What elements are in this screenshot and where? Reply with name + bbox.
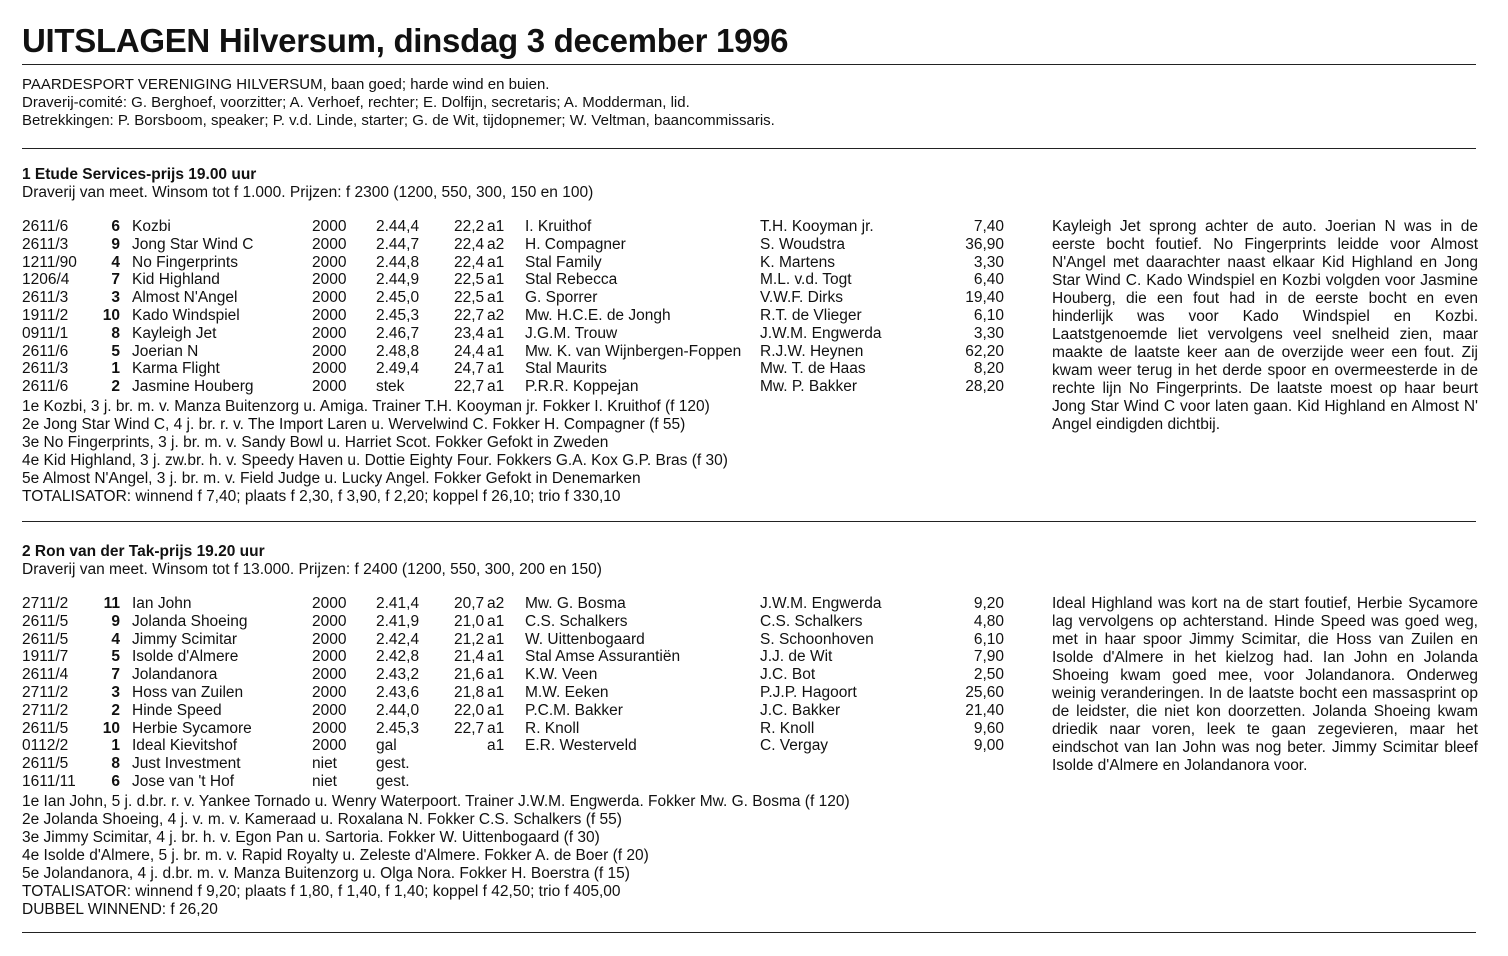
start-cell: a2 [487,235,505,253]
trainer-cell: J.W.M. Engwerda [760,324,882,342]
horse-cell: Jose van 't Hof [132,773,235,790]
odds-cell: 7,90 [973,648,1004,666]
trainer-cell: J.W.M. Engwerda [760,595,882,612]
distance-cell: 2000 [312,235,347,253]
time-cell: 2.44,0 [376,701,420,719]
time-cell: 2.45,3 [376,719,420,737]
number-cell: 2 [111,378,120,396]
number-cell: 9 [111,612,120,630]
placing-line: 1e Kozbi, 3 j. br. m. v. Manza Buitenzorg u. Amiga. Trainer T.H. Kooyman jr. Fokker I. Kruithof (f 120) [22,398,710,415]
horse-cell: Hinde Speed [132,701,222,719]
owner-cell: P.C.M. Bakker [525,701,623,719]
number-cell: 1 [111,737,120,755]
start-cell: a1 [487,701,505,719]
date-cell: 2711/2 [22,595,69,612]
number-cell: 9 [111,235,120,253]
owner-cell: P.R.R. Koppejan [525,378,639,396]
start-cell: a2 [487,307,505,324]
owner-cell: C.S. Schalkers [525,612,628,630]
number-cell: 2 [111,701,120,719]
race-section [22,166,1482,506]
start-cell: a1 [487,737,505,755]
time-cell: gest. [376,773,410,790]
reduction-cell: 21,8 [454,684,485,701]
distance-cell: 2000 [312,648,347,666]
date-cell: 2611/6 [22,378,69,396]
meeting-club-line: PAARDESPORT VERENIGING HILVERSUM, baan goed; harde wind en buien. [22,76,550,93]
start-cell: a1 [487,342,505,360]
odds-cell: 9,60 [973,719,1004,737]
race-title: 1 Etude Services-prijs 19.00 uur [22,166,257,183]
number-cell: 7 [111,666,120,684]
reduction-cell: 21,2 [454,630,485,648]
odds-cell: 9,00 [973,737,1004,755]
date-cell: 2611/3 [22,235,69,253]
number-cell: 11 [103,595,120,612]
reduction-cell: 21,6 [454,666,485,684]
time-cell: 2.44,8 [376,253,420,271]
owner-cell: Stal Amse Assurantiën [525,648,681,666]
time-cell: 2.43,2 [376,666,420,684]
odds-cell: 4,80 [973,612,1004,630]
number-cell: 10 [102,307,120,324]
horse-cell: Almost N'Angel [132,289,238,307]
reduction-cell: 21,0 [454,612,485,630]
odds-cell: 6,10 [973,307,1004,324]
odds-cell: 19,40 [965,289,1004,307]
time-cell: 2.43,6 [376,684,420,701]
odds-cell: 2,50 [973,666,1004,684]
owner-cell: Stal Rebecca [525,271,618,289]
trainer-cell: K. Martens [760,253,835,271]
start-cell: a1 [487,612,505,630]
distance-cell: 2000 [312,595,347,612]
odds-cell: 6,40 [973,271,1004,289]
start-cell: a1 [487,253,505,271]
start-cell: a2 [487,595,505,612]
date-cell: 2611/5 [22,719,69,737]
distance-cell: 2000 [312,701,347,719]
date-cell: 2611/5 [22,755,69,773]
trainer-cell: J.C. Bot [760,666,816,684]
time-cell: 2.44,9 [376,271,420,289]
number-cell: 1 [111,360,120,378]
placing-line: 5e Jolandanora, 4 j. d.br. m. v. Manza Buitenzorg u. Olga Nora. Fokker H. Boerstra (f 15) [22,865,630,882]
divider [22,64,1476,65]
placing-line: 5e Almost N'Angel, 3 j. br. m. v. Field Judge u. Lucky Angel. Fokker Gefokt in Denemarken [22,470,641,487]
placing-line: 3e No Fingerprints, 3 j. br. m. v. Sandy Bowl u. Harriet Scot. Fokker Gefokt in Zweden [22,434,609,451]
horse-cell: Jimmy Scimitar [132,630,238,648]
time-cell: stek [376,378,405,396]
placing-line: TOTALISATOR: winnend f 9,20; plaats f 1,80, f 1,40, f 1,40; koppel f 42,50; trio f 405,00 [22,883,621,900]
odds-cell: 7,40 [973,218,1004,235]
horse-cell: Kado Windspiel [132,307,240,324]
trainer-cell: M.L. v.d. Togt [760,271,852,289]
time-cell: 2.44,4 [376,218,420,235]
date-cell: 2611/4 [22,666,69,684]
divider [22,932,1476,933]
distance-cell: 2000 [312,612,347,630]
owner-cell: H. Compagner [525,235,626,253]
distance-cell: 2000 [312,378,347,396]
horse-cell: Ian John [132,595,192,612]
reduction-cell: 20,7 [454,595,485,612]
horse-cell: Herbie Sycamore [132,719,252,737]
horse-cell: Jong Star Wind C [132,235,254,253]
odds-cell: 9,20 [973,595,1004,612]
placing-line: 3e Jimmy Scimitar, 4 j. br. h. v. Egon Pan u. Sartoria. Fokker W. Uittenbogaard (f 30) [22,829,600,846]
horse-cell: Kayleigh Jet [132,324,217,342]
horse-cell: Isolde d'Almere [132,648,239,666]
trainer-cell: R.T. de Vlieger [760,307,862,324]
owner-cell: Stal Family [525,253,602,271]
reduction-cell: 22,0 [454,701,485,719]
horse-cell: Jasmine Houberg [132,378,254,396]
distance-cell: 2000 [312,719,347,737]
placing-line: TOTALISATOR: winnend f 7,40; plaats f 2,30, f 3,90, f 2,20; koppel f 26,10; trio f 330,10 [22,488,621,505]
race-conditions: Draverij van meet. Winsom tot f 1.000. Prijzen: f 2300 (1200, 550, 300, 150 en 100) [22,184,594,201]
time-cell: 2.45,0 [376,289,420,307]
horse-cell: No Fingerprints [132,253,238,271]
owner-cell: Mw. K. van Wijnbergen-Foppen [525,342,742,360]
distance-cell: 2000 [312,324,347,342]
distance-cell: 2000 [312,737,347,755]
odds-cell: 36,90 [965,235,1004,253]
start-cell: a1 [487,684,505,701]
owner-cell: K.W. Veen [525,666,598,684]
time-cell: 2.45,3 [376,307,420,324]
time-cell: 2.49,4 [376,360,420,378]
trainer-cell: R. Knoll [760,719,815,737]
distance-cell: 2000 [312,307,347,324]
owner-cell: Mw. H.C.E. de Jongh [525,307,671,324]
distance-cell: niet [312,773,337,790]
trainer-cell: R.J.W. Heynen [760,342,864,360]
trainer-cell: V.W.F. Dirks [760,289,843,307]
start-cell: a1 [487,378,505,396]
number-cell: 6 [111,218,120,235]
results-table [22,595,1482,793]
horse-cell: Kid Highland [132,271,220,289]
owner-cell: W. Uittenbogaard [525,630,645,648]
distance-cell: 2000 [312,666,347,684]
date-cell: 2611/3 [22,360,69,378]
distance-cell: 2000 [312,271,347,289]
odds-cell: 21,40 [965,701,1004,719]
odds-cell: 62,20 [965,342,1004,360]
reduction-cell: 22,7 [454,378,485,396]
owner-cell: R. Knoll [525,719,580,737]
reduction-cell: 24,4 [454,342,485,360]
date-cell: 2611/6 [22,342,69,360]
start-cell: a1 [487,719,505,737]
odds-cell: 28,20 [965,378,1004,396]
number-cell: 3 [111,289,120,307]
date-cell: 1611/11 [22,773,76,790]
trainer-cell: S. Woudstra [760,235,846,253]
distance-cell: 2000 [312,342,347,360]
trainer-cell: C.S. Schalkers [760,612,863,630]
reduction-cell: 22,5 [454,271,485,289]
odds-cell: 8,20 [973,360,1004,378]
date-cell: 2711/2 [22,684,69,701]
date-cell: 2611/5 [22,630,69,648]
placing-line: 1e Ian John, 5 j. d.br. r. v. Yankee Tornado u. Wenry Waterpoort. Trainer J.W.M. Engwerda. Fokker Mw. G. Bosma (f 120) [22,793,850,810]
time-cell: 2.41,4 [376,595,420,612]
placing-line: 4e Isolde d'Almere, 5 j. br. m. v. Rapid Royalty u. Zeleste d'Almere. Fokker A. de Boer (f 20) [22,847,649,864]
placing-line: 2e Jolanda Shoeing, 4 j. v. m. v. Kameraad u. Roxalana N. Fokker C.S. Schalkers (f 55) [22,811,622,828]
start-cell: a1 [487,666,505,684]
divider [22,148,1476,149]
race-comment: Kayleigh Jet sprong achter de auto. Joerian N was in de eerste bocht foutief. No Fingerprints leidde voor Almost N'Angel met daarachter naast elkaar Kid Highland en Jong Star Wind C. Kado Windspiel en Kozbi volgden voor Jasmine Houberg, die een fout had in de eerste bocht en even hinderlijk was voor Kado Windspiel en Kozbi. Laatstgenoemde liet vervolgens veel snelheid zien, maar maakte de laatste keer aan de overzijde weer een fout. Zij kwam weer terug in het derde spoor en overmeesterde in de rechte lijn No Fingerprints. De laatste moest op haar beurt Jong Star Wind C voor laten gaan. Kid Highland en Almost N' Angel eindigden dichtbij. [1052,218,1478,433]
owner-cell: I. Kruithof [525,218,592,235]
owner-cell: M.W. Eeken [525,684,609,701]
odds-cell: 25,60 [965,684,1004,701]
number-cell: 3 [111,684,120,701]
date-cell: 1206/4 [22,271,70,289]
number-cell: 6 [111,773,120,790]
race-conditions: Draverij van meet. Winsom tot f 13.000. Prijzen: f 2400 (1200, 550, 300, 200 en 150) [22,561,602,578]
trainer-cell: S. Schoonhoven [760,630,874,648]
reduction-cell: 23,4 [454,324,485,342]
horse-cell: Kozbi [132,218,171,235]
time-cell: gest. [376,755,410,773]
number-cell: 4 [111,253,120,271]
placings [22,793,1482,919]
date-cell: 2611/6 [22,218,69,235]
trainer-cell: J.C. Bakker [760,701,841,719]
date-cell: 0911/1 [22,324,69,342]
date-cell: 1911/7 [22,648,69,666]
number-cell: 10 [102,719,120,737]
start-cell: a1 [487,360,505,378]
number-cell: 7 [111,271,120,289]
meeting-committee-line: Draverij-comité: G. Berghoef, voorzitter; A. Verhoef, rechter; E. Dolfijn, secretaris; A. Modderman, lid. [22,94,690,111]
meeting-info [22,76,775,130]
placing-line: 4e Kid Highland, 3 j. zw.br. h. v. Speedy Haven u. Dottie Eighty Four. Fokkers G.A. Kox G.P. Bras (f 30) [22,452,728,469]
start-cell: a1 [487,630,505,648]
horse-cell: Hoss van Zuilen [132,684,244,701]
odds-cell: 3,30 [973,324,1004,342]
trainer-cell: P.J.P. Hagoort [760,684,857,701]
time-cell: gal [376,737,397,755]
time-cell: 2.42,4 [376,630,420,648]
trainer-cell: T.H. Kooyman jr. [760,218,874,235]
distance-cell: 2000 [312,684,347,701]
distance-cell: niet [312,755,337,773]
reduction-cell: 22,7 [454,719,485,737]
reduction-cell: 22,4 [454,253,485,271]
horse-cell: Just Investment [132,755,241,773]
trainer-cell: C. Vergay [760,737,829,755]
placing-line: DUBBEL WINNEND: f 26,20 [22,901,218,918]
horse-cell: Jolandanora [132,666,218,684]
trainer-cell: J.J. de Wit [760,648,833,666]
distance-cell: 2000 [312,218,347,235]
reduction-cell: 22,7 [454,307,485,324]
time-cell: 2.44,7 [376,235,420,253]
start-cell: a1 [487,218,505,235]
odds-cell: 3,30 [973,253,1004,271]
time-cell: 2.42,8 [376,648,420,666]
time-cell: 2.46,7 [376,324,420,342]
distance-cell: 2000 [312,253,347,271]
reduction-cell: 22,2 [454,218,485,235]
date-cell: 0112/2 [22,737,69,755]
race-comment: Ideal Highland was kort na de start foutief, Herbie Sycamore lag vervolgens op achterstand. Hinde Speed was goed weg, met in haar spoor Jimmy Scimitar, die Hoss van Zuilen en Isolde d'Almere in het kielzog had. Ian John en Jolanda Shoeing kwam goed mee, voor Jolandanora. Onderweg weinig veranderingen. In de laatste bocht een massasprint op de leidster, die niet kon doorzetten. Jolanda Shoeing kwam driedik naar voren, leek te gaan zegevieren, maar het eindschot van Ian John was nog beter. Jimmy Scimitar bleef Isolde d'Almere en Jolandanora voor. [1052,595,1478,774]
horse-cell: Joerian N [132,342,199,360]
horse-cell: Karma Flight [132,360,220,378]
horse-cell: Ideal Kievitshof [132,737,238,755]
number-cell: 8 [111,755,120,773]
owner-cell: G. Sporrer [525,289,598,307]
owner-cell: E.R. Westerveld [525,737,637,755]
race-section [22,543,1482,919]
number-cell: 5 [111,648,120,666]
trainer-cell: Mw. P. Bakker [760,378,858,396]
start-cell: a1 [487,289,505,307]
race-title: 2 Ron van der Tak-prijs 19.20 uur [22,543,265,560]
number-cell: 8 [111,324,120,342]
time-cell: 2.48,8 [376,342,420,360]
reduction-cell: 21,4 [454,648,485,666]
reduction-cell: 22,5 [454,289,485,307]
number-cell: 4 [111,630,120,648]
number-cell: 5 [111,342,120,360]
start-cell: a1 [487,648,505,666]
date-cell: 1911/2 [22,307,69,324]
owner-cell: Mw. G. Bosma [525,595,626,612]
start-cell: a1 [487,324,505,342]
meeting-officials-line: Betrekkingen: P. Borsboom, speaker; P. v.d. Linde, starter; G. de Wit, tijdopnemer; W. Veltman, baancommissaris. [22,112,775,129]
distance-cell: 2000 [312,289,347,307]
placing-line: 2e Jong Star Wind C, 4 j. br. r. v. The Import Laren u. Wervelwind C. Fokker H. Compagner (f 55) [22,416,686,433]
divider [22,521,1476,522]
reduction-cell: 24,7 [454,360,485,378]
owner-cell: Stal Maurits [525,360,607,378]
time-cell: 2.41,9 [376,612,420,630]
start-cell: a1 [487,271,505,289]
date-cell: 2611/3 [22,289,69,307]
date-cell: 1211/90 [22,253,77,271]
date-cell: 2611/5 [22,612,69,630]
horse-cell: Jolanda Shoeing [132,612,248,630]
distance-cell: 2000 [312,360,347,378]
owner-cell: J.G.M. Trouw [525,324,618,342]
odds-cell: 6,10 [973,630,1004,648]
distance-cell: 2000 [312,630,347,648]
page-title: UITSLAGEN Hilversum, dinsdag 3 december 1996 [22,22,789,59]
date-cell: 2711/2 [22,701,69,719]
trainer-cell: Mw. T. de Haas [760,360,866,378]
reduction-cell: 22,4 [454,235,485,253]
